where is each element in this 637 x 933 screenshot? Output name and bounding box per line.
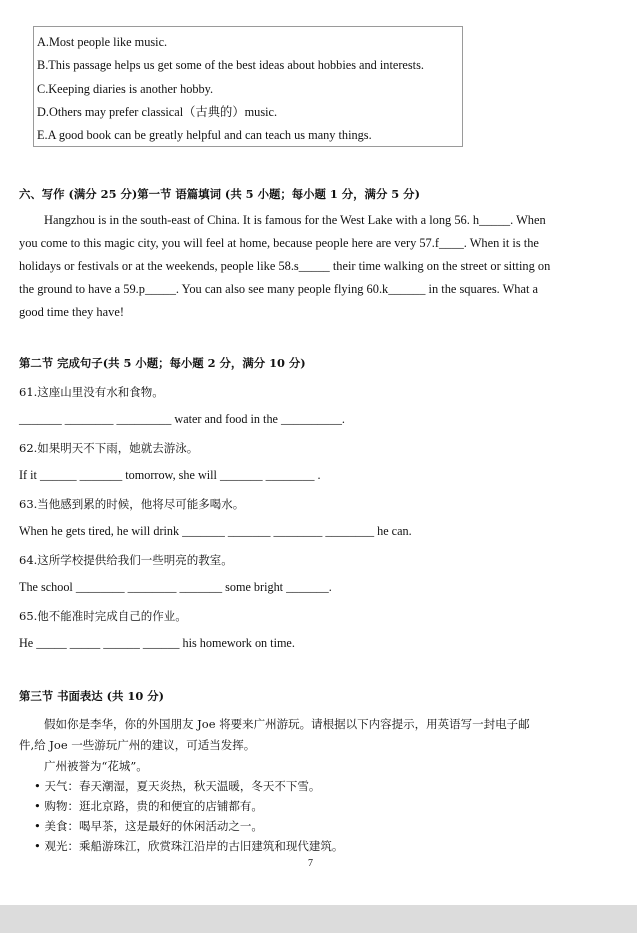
item-64-en: The school ________ ________ _______ some bright _______. — [19, 580, 332, 594]
item-61-en: _______ ________ _________ water and food in the __________. — [19, 412, 345, 426]
item-65-cn: 65.他不能准时完成自己的作业。 — [19, 609, 187, 623]
option-e: E.A good book can be greatly helpful and can teach us many things. — [37, 128, 372, 143]
bullet-weather: • 天气：春天潮湿，夏天炎热，秋天温暖，冬天不下雪。 — [34, 779, 321, 793]
option-a: A.Most people like music. — [37, 35, 168, 49]
option-d: D.Others may prefer classical（古典的）music. — [37, 104, 278, 119]
item-61-cn: 61.这座山里没有水和食物。 — [19, 385, 164, 399]
bullet-shopping: • 购物：逛北京路，贵的和便宜的店铺都有。 — [34, 799, 263, 813]
page-number: 7 — [308, 858, 313, 869]
item-62-en: If it ______ _______ tomorrow, she will _______ ________ . — [19, 468, 321, 482]
item-65-en: He _____ _____ ______ ______ his homework on time. — [19, 636, 295, 650]
bullet-sightseeing: • 观光：乘船游珠江，欣赏珠江沿岸的古旧建筑和现代建筑。 — [34, 839, 344, 853]
passage-line-5: good time they have! — [19, 305, 124, 319]
item-64-cn: 64.这所学校提供给我们一些明亮的教室。 — [19, 553, 233, 567]
writing-intro: 广州被誉为“花城”。 — [44, 759, 148, 773]
writing-prompt-line-1: 假如你是李华，你的外国朋友 Joe 将要来广州游玩。请根据以下内容提示，用英语写一封电子邮 — [44, 717, 530, 731]
options-box — [33, 26, 463, 147]
writing-prompt-line-2: 件,给 Joe 一些游玩广州的建议，可适当发挥。 — [19, 738, 256, 752]
passage-line-2: you come to this magic city, you will feel at home, because people here are very 57.f____. When it is the — [19, 236, 539, 250]
item-63-en: When he gets tired, he will drink _______ _______ ________ ________ he can. — [19, 524, 412, 538]
section6-heading: 六、写作 (满分 25 分)第一节 语篇填词 (共 5 小题；每小题 1 分，满分 5 分) — [19, 187, 420, 201]
bullet-food: • 美食：喝早茶，这是最好的休闲活动之一。 — [34, 819, 263, 833]
passage-line-3: holidays or festivals or at the weekends, people like 58.s_____ their time walking on the street or sitting on — [19, 259, 551, 273]
passage-line-1: Hangzhou is in the south-east of China. It is famous for the West Lake with a long 56. h_____. When — [44, 213, 546, 227]
viewer-bottom-band — [0, 905, 637, 933]
item-63-cn: 63.当他感到累的时候，他将尽可能多喝水。 — [19, 497, 245, 511]
option-b: B.This passage helps us get some of the best ideas about hobbies and interests. — [37, 58, 424, 73]
section-writing-heading: 第三节 书面表达 (共 10 分) — [19, 689, 165, 703]
option-c: C.Keeping diaries is another hobby. — [37, 81, 214, 96]
item-62-cn: 62.如果明天不下雨，她就去游泳。 — [19, 441, 199, 455]
passage-line-4: the ground to have a 59.p_____. You can also see many people flying 60.k______ in the squares. What a — [19, 282, 539, 296]
section-complete-heading: 第二节 完成句子(共 5 小题；每小题 2 分，满分 10 分) — [19, 356, 306, 370]
